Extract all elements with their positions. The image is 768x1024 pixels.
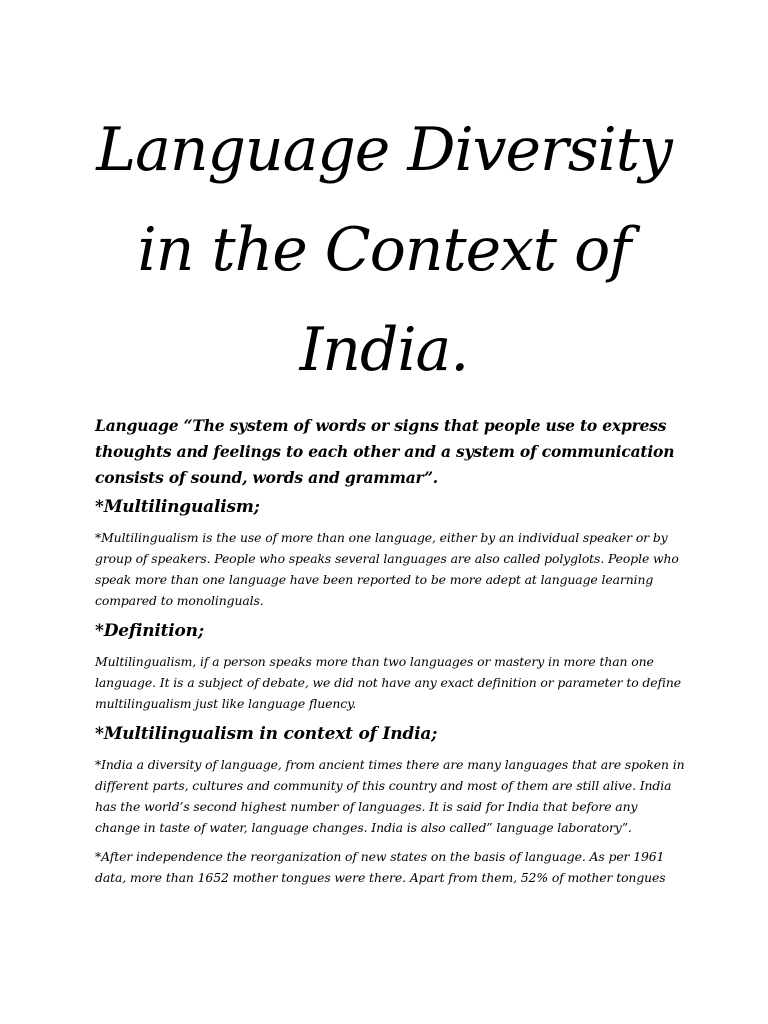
heading-multilingualism: *Multilingualism; bbox=[95, 497, 260, 517]
paragraph-definition: Multilingualism, if a person speaks more than two languages or mastery in more than one language. It is a subject of debate, we did not have any exact definition or parameter to define multilingualism just like language fluency. bbox=[95, 654, 681, 711]
heading-definition: *Definition; bbox=[95, 621, 204, 641]
document-body bbox=[95, 413, 685, 896]
intro-paragraph: Language “The system of words or signs that people use to express thoughts and feelings to each other and a system of communication consists of sound, words and grammar”. bbox=[95, 416, 675, 487]
heading-multilingualism-india: *Multilingualism in context of India; bbox=[95, 724, 438, 744]
paragraph-india-diversity: *India a diversity of language, from ancient times there are many languages that are spoken in different parts, cultures and community of this country and most of them are still alive. India has the world’s second highest number of languages. It is said for India that before any change in taste of water, language changes. India is also called” language laboratory”. bbox=[95, 757, 685, 835]
paragraph-multilingualism: *Multilingualism is the use of more than one language, either by an individual speaker or by group of speakers. People who speaks several languages are also called polyglots. People who speak more than one language have been reported to be more adept at language learning compared to monolinguals. bbox=[95, 530, 679, 608]
paragraph-after-independence: *After independence the reorganization of new states on the basis of language. As per 1961 data, more than 1652 mother tongues were there. Apart from them, 52% of mother tongues bbox=[95, 849, 666, 885]
document-title: Language Diversity in the Context of India. bbox=[96, 115, 672, 385]
